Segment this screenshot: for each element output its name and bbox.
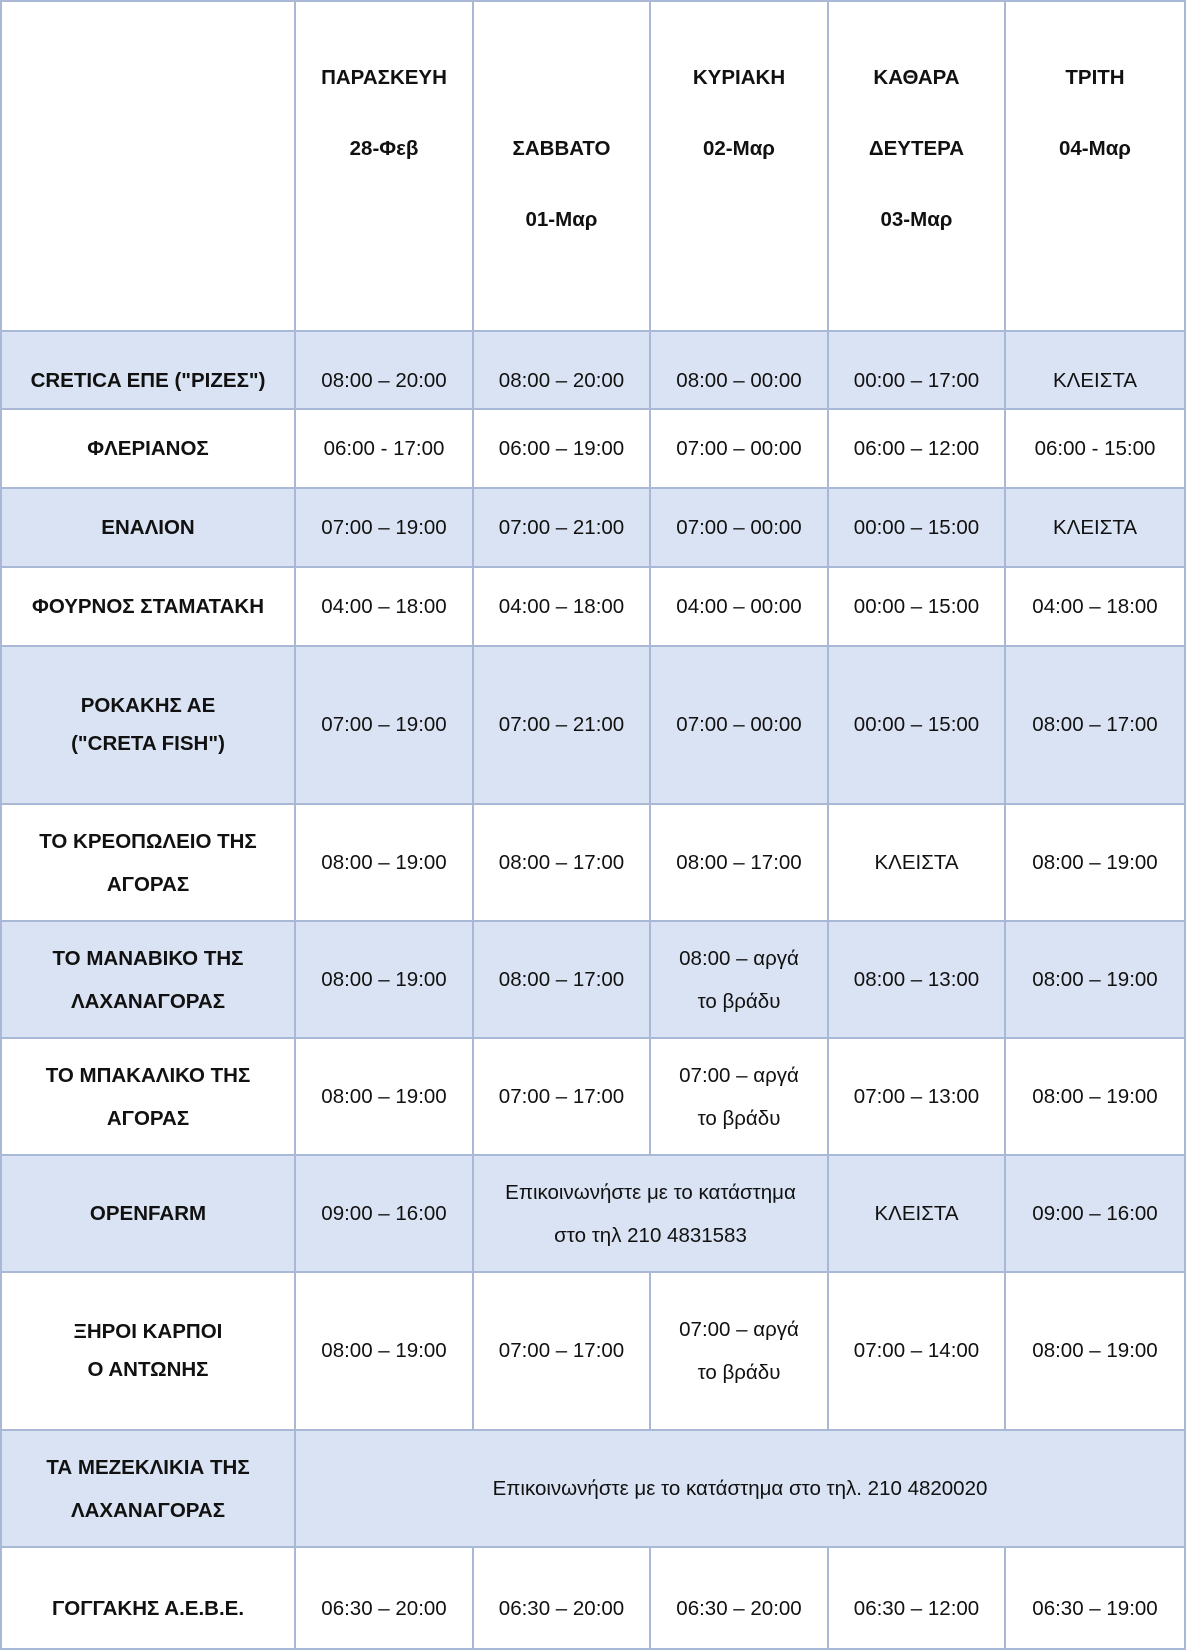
hours-cell: 08:00 – 19:00 bbox=[295, 1038, 473, 1155]
hours-cell: 08:00 – 19:00 bbox=[1005, 921, 1185, 1038]
store-name bbox=[1, 646, 295, 804]
hours-cell: 06:00 - 15:00 bbox=[1005, 409, 1185, 488]
hours-cell: 00:00 – 15:00 bbox=[828, 646, 1005, 804]
store-name bbox=[1, 1272, 295, 1430]
store-name-line: ΑΓΟΡΑΣ bbox=[106, 1106, 190, 1130]
table-row bbox=[1, 409, 1185, 488]
store-name bbox=[1, 921, 295, 1038]
hours-cell: 08:00 – 20:00 bbox=[473, 331, 650, 409]
hours-cell: 08:00 – 00:00 bbox=[650, 331, 828, 409]
hours-cell: 08:00 – 13:00 bbox=[828, 921, 1005, 1038]
table-row bbox=[1, 1155, 1185, 1272]
store-name: ΦΟΥΡΝΟΣ ΣΤΑΜΑΤΑΚΗ bbox=[1, 567, 295, 646]
hours-cell: 08:00 – 19:00 bbox=[295, 921, 473, 1038]
hours-cell: 06:30 – 12:00 bbox=[828, 1547, 1005, 1649]
table-row bbox=[1, 1038, 1185, 1155]
hours-cell: ΚΛΕΙΣΤΑ bbox=[828, 804, 1005, 921]
table-row bbox=[1, 1547, 1185, 1649]
hours-cell: 08:00 – 19:00 bbox=[295, 1272, 473, 1430]
store-name-line: ΞΗΡΟΙ ΚΑΡΠΟΙ bbox=[73, 1320, 223, 1343]
hours-cell: 00:00 – 15:00 bbox=[828, 488, 1005, 567]
hours-line: 08:00 – αργά bbox=[679, 946, 799, 970]
hours-cell: 08:00 – 20:00 bbox=[295, 331, 473, 409]
store-name: CRETICA ΕΠΕ ("ΡΙΖΕΣ") bbox=[1, 331, 295, 409]
store-name: ΦΛΕΡΙΑΝΟΣ bbox=[1, 409, 295, 488]
store-name-line: Ο ΑΝΤΩΝΗΣ bbox=[87, 1358, 209, 1381]
store-name-line: ΑΓΟΡΑΣ bbox=[106, 872, 190, 896]
contact-note-line: Επικοινωνήστε με το κατάστημα bbox=[505, 1180, 796, 1204]
day-date: 28-Φεβ bbox=[349, 137, 419, 160]
store-name: ΓΟΓΓΑΚΗΣ Α.Ε.Β.Ε. bbox=[1, 1547, 295, 1649]
hours-line: το βράδυ bbox=[697, 989, 781, 1013]
hours-cell: 07:00 – 17:00 bbox=[473, 1038, 650, 1155]
hours-cell bbox=[650, 1272, 828, 1430]
store-name: OPENFARM bbox=[1, 1155, 295, 1272]
table-row bbox=[1, 488, 1185, 567]
table-row bbox=[1, 331, 1185, 409]
hours-cell: 08:00 – 17:00 bbox=[650, 804, 828, 921]
contact-note-line: στο τηλ 210 4831583 bbox=[554, 1223, 747, 1247]
hours-cell: 08:00 – 19:00 bbox=[1005, 1038, 1185, 1155]
hours-cell: 07:00 – 13:00 bbox=[828, 1038, 1005, 1155]
day-date: 03-Μαρ bbox=[880, 208, 953, 231]
day-name: ΣΑΒΒΑΤΟ bbox=[512, 137, 611, 160]
store-name-line: ΛΑΧΑΝΑΓΟΡΑΣ bbox=[70, 989, 226, 1013]
table-row bbox=[1, 646, 1185, 804]
hours-cell: 07:00 – 21:00 bbox=[473, 488, 650, 567]
hours-line: 07:00 – αργά bbox=[679, 1063, 799, 1087]
store-name-line: ΛΑΧΑΝΑΓΟΡΑΣ bbox=[70, 1498, 226, 1522]
header-day-tuesday bbox=[1005, 1, 1185, 331]
table-row bbox=[1, 804, 1185, 921]
header-day-clean-monday bbox=[828, 1, 1005, 331]
table-row bbox=[1, 1272, 1185, 1430]
header-corner-cell bbox=[1, 1, 295, 331]
hours-cell: 04:00 – 00:00 bbox=[650, 567, 828, 646]
hours-line: 07:00 – αργά bbox=[679, 1318, 799, 1341]
hours-line: το βράδυ bbox=[697, 1361, 781, 1384]
store-name-line: ("CRETA FISH") bbox=[71, 732, 225, 755]
day-name: ΚΑΘΑΡΑ bbox=[873, 66, 960, 89]
store-name bbox=[1, 804, 295, 921]
hours-cell: 00:00 – 15:00 bbox=[828, 567, 1005, 646]
hours-cell: 06:30 – 19:00 bbox=[1005, 1547, 1185, 1649]
hours-cell bbox=[650, 1038, 828, 1155]
day-name: ΔΕΥΤΕΡΑ bbox=[868, 137, 965, 160]
header-row bbox=[1, 1, 1185, 331]
header-day-saturday bbox=[473, 1, 650, 331]
hours-cell: 08:00 – 17:00 bbox=[1005, 646, 1185, 804]
hours-cell: ΚΛΕΙΣΤΑ bbox=[1005, 331, 1185, 409]
hours-cell: 06:00 – 12:00 bbox=[828, 409, 1005, 488]
hours-cell: 06:30 – 20:00 bbox=[473, 1547, 650, 1649]
hours-cell: 07:00 – 21:00 bbox=[473, 646, 650, 804]
hours-line: το βράδυ bbox=[697, 1106, 781, 1130]
table-row bbox=[1, 921, 1185, 1038]
hours-cell: 07:00 – 19:00 bbox=[295, 646, 473, 804]
hours-cell: 07:00 – 00:00 bbox=[650, 409, 828, 488]
hours-cell: 06:30 – 20:00 bbox=[650, 1547, 828, 1649]
store-name-line: ΤΟ ΜΑΝΑΒΙΚΟ ΤΗΣ bbox=[52, 946, 244, 970]
contact-note-cell bbox=[473, 1155, 828, 1272]
hours-cell: 08:00 – 17:00 bbox=[473, 921, 650, 1038]
hours-cell: 09:00 – 16:00 bbox=[295, 1155, 473, 1272]
hours-cell bbox=[650, 921, 828, 1038]
contact-note-cell: Επικοινωνήστε με το κατάστημα στο τηλ. 210 4820020 bbox=[295, 1430, 1185, 1547]
hours-cell: 07:00 – 19:00 bbox=[295, 488, 473, 567]
hours-cell: 07:00 – 00:00 bbox=[650, 646, 828, 804]
hours-cell: 09:00 – 16:00 bbox=[1005, 1155, 1185, 1272]
hours-cell: 06:30 – 20:00 bbox=[295, 1547, 473, 1649]
store-name bbox=[1, 1430, 295, 1547]
day-date: 04-Μαρ bbox=[1059, 137, 1131, 160]
table-row bbox=[1, 1430, 1185, 1547]
store-name-line: ΤΟ ΚΡΕΟΠΩΛΕΙΟ ΤΗΣ bbox=[39, 829, 257, 853]
hours-cell: ΚΛΕΙΣΤΑ bbox=[1005, 488, 1185, 567]
hours-cell: 08:00 – 19:00 bbox=[1005, 804, 1185, 921]
hours-cell: ΚΛΕΙΣΤΑ bbox=[828, 1155, 1005, 1272]
hours-cell: 07:00 – 14:00 bbox=[828, 1272, 1005, 1430]
hours-cell: 04:00 – 18:00 bbox=[473, 567, 650, 646]
hours-cell: 04:00 – 18:00 bbox=[295, 567, 473, 646]
hours-cell: 08:00 – 19:00 bbox=[295, 804, 473, 921]
header-day-friday bbox=[295, 1, 473, 331]
store-name bbox=[1, 1038, 295, 1155]
hours-cell: 08:00 – 19:00 bbox=[1005, 1272, 1185, 1430]
hours-cell: 08:00 – 17:00 bbox=[473, 804, 650, 921]
hours-cell: 06:00 - 17:00 bbox=[295, 409, 473, 488]
store-name-line: ΤΑ ΜΕΖΕΚΛΙΚΙΑ ΤΗΣ bbox=[46, 1455, 250, 1479]
day-name: ΤΡΙΤΗ bbox=[1065, 66, 1125, 89]
day-name: ΚΥΡΙΑΚΗ bbox=[692, 66, 786, 89]
header-day-sunday bbox=[650, 1, 828, 331]
hours-cell: 06:00 – 19:00 bbox=[473, 409, 650, 488]
store-name-line: ΤΟ ΜΠΑΚΑΛΙΚΟ ΤΗΣ bbox=[45, 1063, 251, 1087]
day-name: ΠΑΡΑΣΚΕΥΗ bbox=[321, 66, 447, 89]
table-row bbox=[1, 567, 1185, 646]
hours-cell: 00:00 – 17:00 bbox=[828, 331, 1005, 409]
hours-cell: 07:00 – 00:00 bbox=[650, 488, 828, 567]
day-date: 01-Μαρ bbox=[525, 208, 598, 231]
hours-cell: 07:00 – 17:00 bbox=[473, 1272, 650, 1430]
store-name: ΕΝΑΛΙΟΝ bbox=[1, 488, 295, 567]
day-date: 02-Μαρ bbox=[703, 137, 775, 160]
hours-cell: 04:00 – 18:00 bbox=[1005, 567, 1185, 646]
store-name-line: ΡΟΚΑΚΗΣ ΑΕ bbox=[80, 694, 216, 717]
